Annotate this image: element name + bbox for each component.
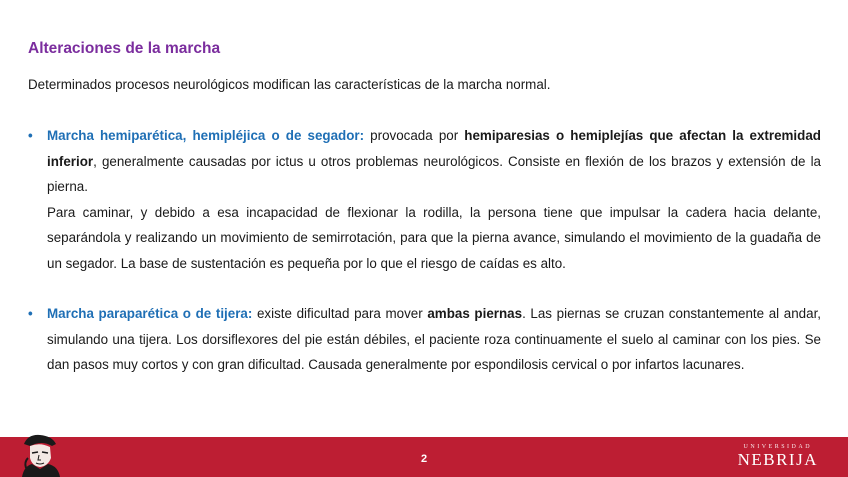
bullet-text: , generalmente causadas por ictus u otros problemas neurológicos. Consiste en flexión de los brazos y extensión de la pierna. — [47, 153, 821, 194]
bullet-body — [47, 301, 821, 378]
bullet-second-paragraph: Para caminar, y debido a esa incapacidad de flexionar la rodilla, la persona tiene que impulsar la cadera hacia delante, separándola y realizando un movimiento de semirrotación, para que la pierna avance, simulando el movimiento de la guadaña de un segador. La base de sustentación es pequeña por lo que el riesgo de caídas es alto. — [47, 204, 821, 271]
bullet-text: existe dificultad para mover — [252, 306, 428, 321]
bullet-text: . Las piernas se cruzan constantemente al andar, simulando una tijera. Los dorsiflexores del pie están débiles, el paciente roza continuamente el suelo al caminar con los pies. Se dan pasos muy cortos y con gran dificultad. Causada generalmente por espondilosis cervical o por infartos lacunares. — [47, 306, 822, 372]
bullet-term: Marcha paraparética o de tijera: — [47, 306, 253, 321]
bullet-hemiparetic — [28, 123, 821, 276]
bullet-paraparetic — [28, 301, 821, 378]
footer-bar — [0, 437, 848, 477]
intro-text: Determinados procesos neurológicos modifican las características de la marcha normal. — [28, 77, 551, 92]
bullet-emphasis: ambas piernas — [427, 306, 523, 321]
bullet-text: provocada por — [364, 128, 465, 143]
slide-title: Alteraciones de la marcha — [28, 40, 221, 57]
bullet-marker: • — [28, 128, 33, 143]
page-number: 2 — [420, 453, 428, 465]
bullet-first-paragraph — [47, 123, 821, 200]
bullet-emphasis: hemiparesias o hemiplejías que afectan la extremidad inferior — [47, 128, 821, 169]
brand-name: NEBRIJA — [737, 450, 818, 469]
bullet-body — [47, 123, 821, 276]
bullet-first-paragraph — [47, 301, 821, 378]
university-brand — [738, 444, 818, 470]
bullet-term: Marcha hemiparética, hemipléjica o de segador: — [47, 128, 365, 143]
bullet-marker: • — [28, 306, 33, 321]
brand-small-text: UNIVERSIDAD — [743, 444, 813, 450]
